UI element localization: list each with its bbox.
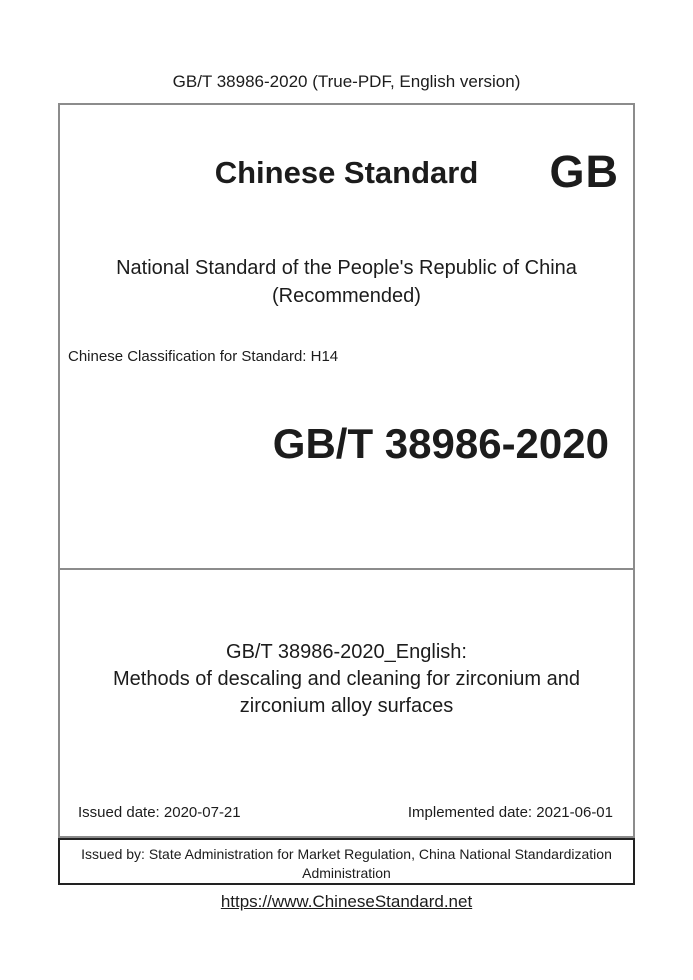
implemented-date: Implemented date: 2021-06-01 <box>407 804 613 821</box>
document-header: GB/T 38986-2020 (True-PDF, English version) <box>172 72 521 91</box>
national-standard-heading <box>60 254 633 310</box>
section-divider <box>60 568 633 570</box>
recommended-line: (Recommended) <box>272 285 421 307</box>
cover-box <box>58 103 635 838</box>
footer <box>0 891 693 913</box>
classification-line: Chinese Classification for Standard: H14 <box>68 348 339 365</box>
standard-number: GB/T 38986-2020 <box>272 420 609 467</box>
site-link[interactable]: https://www.ChineseStandard.net <box>220 892 473 911</box>
issued-by-line2: Administration <box>302 865 391 881</box>
issued-date: Issued date: 2020-07-21 <box>78 804 241 821</box>
english-title-line1: GB/T 38986-2020_English: <box>226 641 467 663</box>
english-title <box>60 639 633 720</box>
english-title-line2: Methods of descaling and cleaning for zirconium and <box>113 668 580 690</box>
english-title-line3: zirconium alloy surfaces <box>239 695 454 717</box>
issued-by-box <box>58 838 635 885</box>
brand-title: Chinese Standard <box>214 155 479 190</box>
dates-row <box>78 803 613 823</box>
national-standard-line: National Standard of the People's Republic of China <box>116 257 577 279</box>
gb-logo: GB <box>549 146 619 197</box>
issued-by-line1: Issued by: State Administration for Market Regulation, China National Standardization <box>81 846 612 862</box>
